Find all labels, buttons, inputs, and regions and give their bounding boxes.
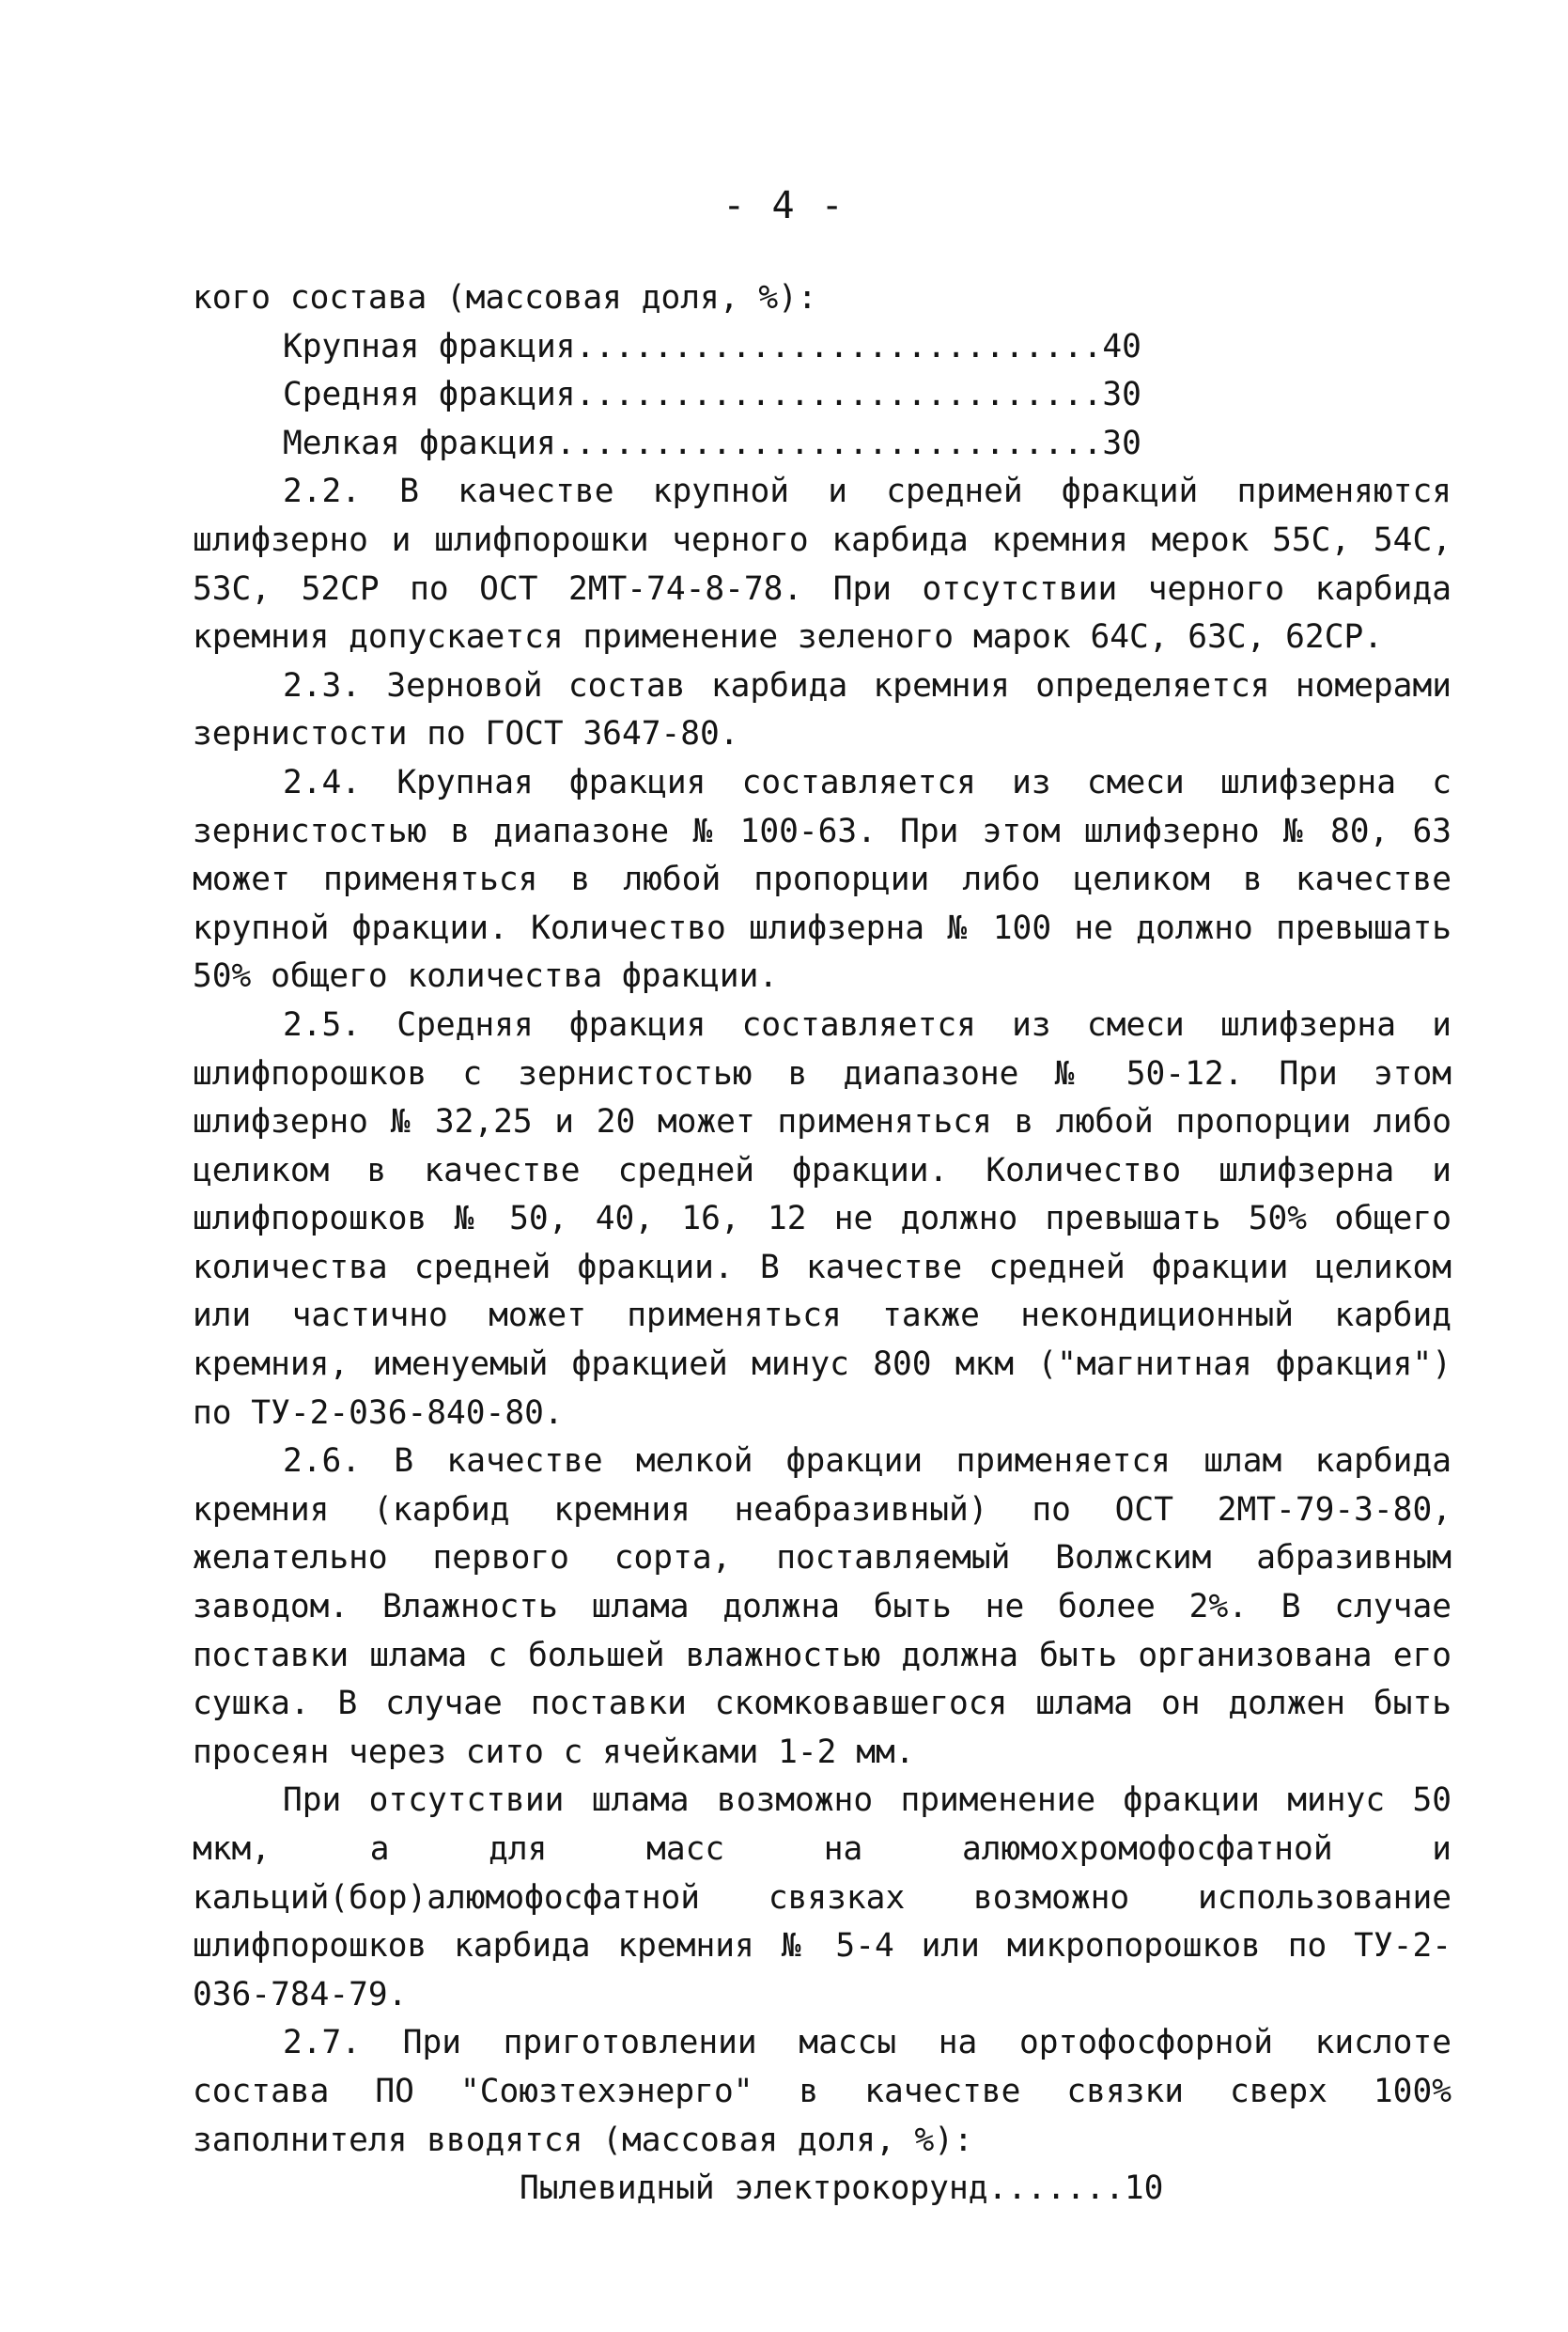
fraction-label: Мелкая фракция [283,424,556,462]
leader-dots: ........................... [575,376,1103,414]
fraction-value: 30 [1102,424,1141,462]
paragraph-sludge-absence: При отсутствии шлама возможно применение фракции минус 50 мкм, а для масс на алюмохромофосфатной и кальций(бор)алюмофосфатной связках возможно использование шлифпорошков карбида кремния № 5-4 или микропорошков по ТУ-2-036-784-79. [193,1781,1452,2013]
leader-dots: ........................... [575,327,1103,365]
fraction-row-medium [193,371,1452,420]
paragraph-2-6: 2.6. В качестве мелкой фракции применяется шлам карбида кремния (карбид кремния неабразивный) по ОСТ 2МТ-79-3-80, желательно первого сорта, поставляемый Волжским абразивным заводом. Влажность шлама должна быть не более 2%. В случае поставки шлама с большей влажностью должна быть организована его сушка. В случае поставки скомковавшегося шлама он должен быть просеян через сито с ячейками 1-2 мм. [193,1442,1452,1771]
paragraph-2-7: 2.7. При приготовлении массы на ортофосфорной кислоте состава ПО "Союзтехэнерго" в качестве связки сверх 100% заполнителя вводятся (массовая доля, %): [193,2024,1452,2159]
binder-row [193,2165,1452,2214]
fraction-value: 30 [1102,376,1141,414]
fraction-row-coarse [193,323,1452,372]
fraction-row-fine [193,420,1452,469]
fraction-label: Крупная фракция [283,327,576,365]
binder-label: Пылевидный электрокорунд [520,2169,988,2208]
intro-line: кого состава (массовая доля, %): [193,279,817,317]
leader-dots: ....... [987,2169,1125,2208]
paragraph-2-2: 2.2. В качестве крупной и средней фракций применяются шлифзерно и шлифпорошки черного карбида кремния мерок 55С, 54С, 53С, 52СР по ОСТ 2МТ-74-8-78. При отсутствии черного карбида кремния допускается применение зеленого марок 64С, 63С, 62СР. [193,473,1452,657]
binder-value: 10 [1124,2169,1164,2208]
document-body [193,274,1452,2214]
page-number: - 4 - [722,184,846,227]
leader-dots: ............................ [555,424,1103,462]
fraction-value: 40 [1102,327,1141,365]
paragraph-2-5: 2.5. Средняя фракция составляется из смеси шлифзерна и шлифпорошков с зернистостью в диапазоне № 50-12. При этом шлифзерно № 32,25 и 20 может применяться в любой пропорции либо целиком в качестве средней фракции. Количество шлифзерна и шлифпорошков № 50, 40, 16, 12 не должно превышать 50% общего количества средней фракции. В качестве средней фракции целиком или частично может применяться также некондиционный карбид кремния, именуемый фракцией минус 800 мкм ("магнитная фракция") по ТУ-2-036-840-80. [193,1005,1452,1432]
fraction-label: Средняя фракция [283,376,576,414]
paragraph-2-3: 2.3. Зерновой состав карбида кремния определяется номерами зернистости по ГОСТ 3647-80. [193,666,1452,754]
paragraph-2-4: 2.4. Крупная фракция составляется из смеси шлифзерна с зернистостью в диапазоне № 100-63. При этом шлифзерно № 80, 63 может применяться в любой пропорции либо целиком в качестве крупной фракции. Количество шлифзерна № 100 не должно превышать 50% общего количества фракции. [193,763,1452,996]
